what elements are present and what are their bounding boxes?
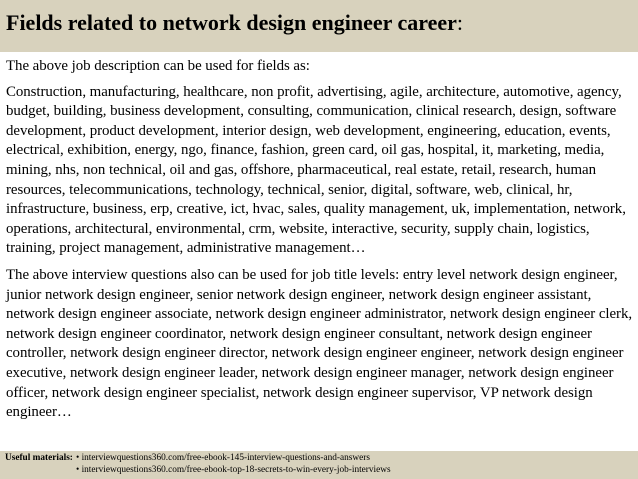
intro-paragraph: The above job description can be used for fields as:: [6, 58, 310, 74]
page-title: [6, 8, 638, 38]
footer-row-2: [5, 465, 638, 477]
fields-paragraph: Construction, manufacturing, healthcare, non profit, advertising, agile, architecture, automotive, agency, budget, building, business development, consulting, communication, clinical research, design, software development, product development, interior design, web development, engineering, education, events, electrical, exhibition, energy, ngo, finance, fashion, green card, oil gas, hospital, it, marketing, media, mining, nhs, non technical, oil and gas, offshore, pharmaceutical, real estate, retail, research, human resources, telecommunications, technology, technical, senior, digital, software, web, clinical, hr, infrastructure, business, erp, creative, ict, hvac, sales, quality management, uk, implementation, network, operations, architectural, environmental, crm, website, interactive, security, supply chain, logistics, training, project management, administrative management…: [6, 83, 626, 257]
footer-label-spacer: [5, 465, 76, 477]
job-levels-paragraph: The above interview questions also can be used for job title levels: entry level network design engineer, junior network design engineer, senior network design engineer, network design engineer assistant, network design engineer associate, network design engineer administrator, network design engineer clerk, network design engineer coordinator, network design engineer consultant, network design engineer controller, network design engineer director, network design engineer engineer, network design engineer executive, network design engineer leader, network design engineer manager, network design engineer officer, network design engineer specialist, network design engineer supervisor, VP network design engineer…: [6, 266, 633, 421]
footer-row-1: [5, 453, 638, 465]
title-bar: [0, 0, 638, 52]
footer-link-ebook-top-18[interactable]: • interviewquestions360.com/free-ebook-top-18-secrets-to-win-every-job-interviews: [76, 464, 391, 475]
footer-bar: [0, 451, 638, 479]
footer-label: Useful materials:: [5, 453, 73, 463]
main-content: [6, 57, 636, 430]
page-title-colon: :: [456, 10, 464, 35]
footer-link-ebook-145[interactable]: • interviewquestions360.com/free-ebook-145-interview-questions-and-answers: [76, 453, 370, 463]
page-title-text: Fields related to network design engineer career: [6, 10, 457, 35]
